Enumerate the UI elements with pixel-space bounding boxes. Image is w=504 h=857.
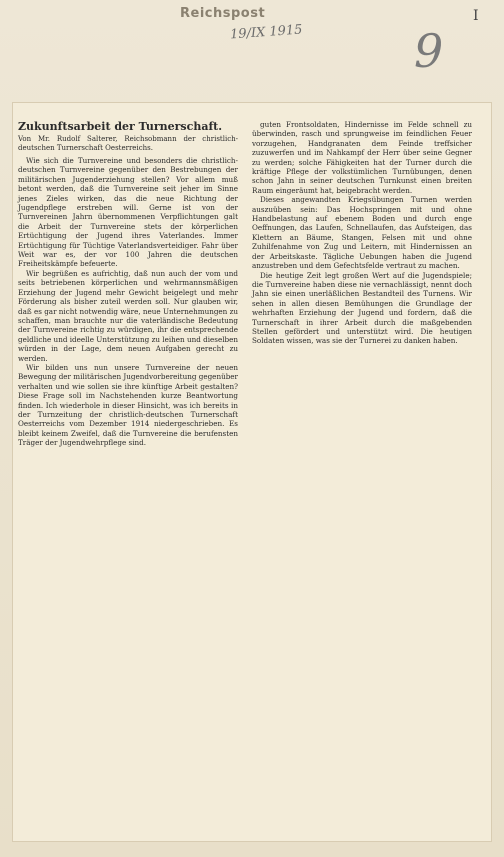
paragraph: Die heutige Zeit legt großen Wert auf die Jugendspiele; die Turnvereine haben diese nie vernachlässigt, nennt doch Jahn sie einen unerläßlichen Bestandteil des Turnens. Wir sehen in allen diesen Bemühungen die Grundlage der wehrhaften Erziehung der Jugend und fordern, daß die Turnerschaft in ihrer Arbeit durch die maßgebenden Stellen gefördert und unterstützt wird. Die heutigen Soldaten wissen, was sie der Turnerei zu danken haben. (252, 270, 472, 346)
article-title: Zukunftsarbeit der Turnerschaft. (18, 120, 223, 133)
paragraph: Wir bilden uns nun unsere Turnvereine der neuen Bewegung der militärischen Jugendvorbereitung gegenüber verhalten und wie sollen sie ihre künftige Arbeit gestalten? Diese Frage soll im Nachstehenden kurze Beantwortung finden. Ich wiederhole in dieser Hinsicht, was ich bereits in der Turnzeitung der christlich-deutschen Turnerschaft Oesterreichs vom Dezember 1914 niedergeschrieben. Es bleibt keinem Zweifel, daß die Turnvereine die berufensten Träger der Jugendwehrpflege sind. (18, 362, 238, 448)
paragraph: Wir begrüßen es aufrichtig, daß nun auch der vom und seits betriebenen körperlichen und wehrmannsmäßigen Erziehung der Jugend mehr Gewicht beigelegt und mehr Förderung als bisher zuteil werden soll. Nur glauben wir, daß es gar nicht notwendig wäre, neue Unternehmungen zu schaffen, man brauchte nur die vaterländische Bedeutung der Turnvereine richtig zu würdigen, ihr die entsprechende geldliche und ideelle Unterstützung zu leihen und dieselben würden in der Lage, dem neuen Aufgaben gerecht zu werden. (18, 268, 239, 363)
paragraph: Wie sich die Turnvereine und besonders die christlich-deutschen Turnvereine gegenüber den Bestrebungen der militärischen Jugenderziehung stellen? Vor allem muß betont werden, daß die Turnvereine seit jeher im Sinne jenes Zieles wirken, das die neue Richtung der Jugendpflege erstreben will. Gerne ist von der Turnvereinen Jahrn übernommenen Verpflichtungen galt die Arbeit der Turnvereine stets der körperlichen Ertüchtigung der Jugend ihres Vaterlandes. Immer Ertüchtigung für Tüchtige Vaterlandsverteidiger. Fahr über Weit war es, der vor 100 Jahren die deutschen Freiheitskämpfe befeuerte. (18, 156, 238, 269)
handwritten-number: 9 (414, 24, 444, 78)
handwritten-date: 19/IX 1915 (229, 22, 303, 43)
left-column (18, 120, 238, 448)
right-column (252, 120, 472, 346)
publication-name: Reichspost (180, 6, 266, 21)
paragraph: guten Frontsoldaten, Hindernisse im Felde schnell zu überwinden, rasch und sprungweise im feindlichen Feuer vorzugehen, Handgranaten dem Feinde treffsicher zuzuwerfen und im Nahkampf der Herr über seine Gegner zu werden; solche Fähigkeiten hat der Turner durch die kräftige Pflege der volkstümlichen Turnübungen, denen schon Jahn in seiner deutschen Turnkunst einen breiten Raum eingeräumt hat, beigebracht werden. (252, 120, 472, 195)
article-byline: Von Mr. Rudolf Salterer, Reichsobmann der christlich-deutschen Turnerschaft Oesterreichs. (18, 135, 238, 152)
paragraph: Dieses angewandten Kriegsübungen Turnen werden auszuüben sein: Das Hochspringen mit und ohne Handbelastung auf ebenem Boden und durch enge Oeffnungen, das Laufen, Schnellaufen, das Aufsteigen, das Klettern an Bäume, Stangen, Felsen mit und ohne Zuhilfenahme von Zug und Leitern, mit Hindernissen an der Arbeitskaste. Tägliche Uebungen haben die Jugend anzustreben und dem Gefechtsfelde vertraut zu machen. (252, 195, 472, 271)
corner-mark: I (473, 8, 479, 24)
